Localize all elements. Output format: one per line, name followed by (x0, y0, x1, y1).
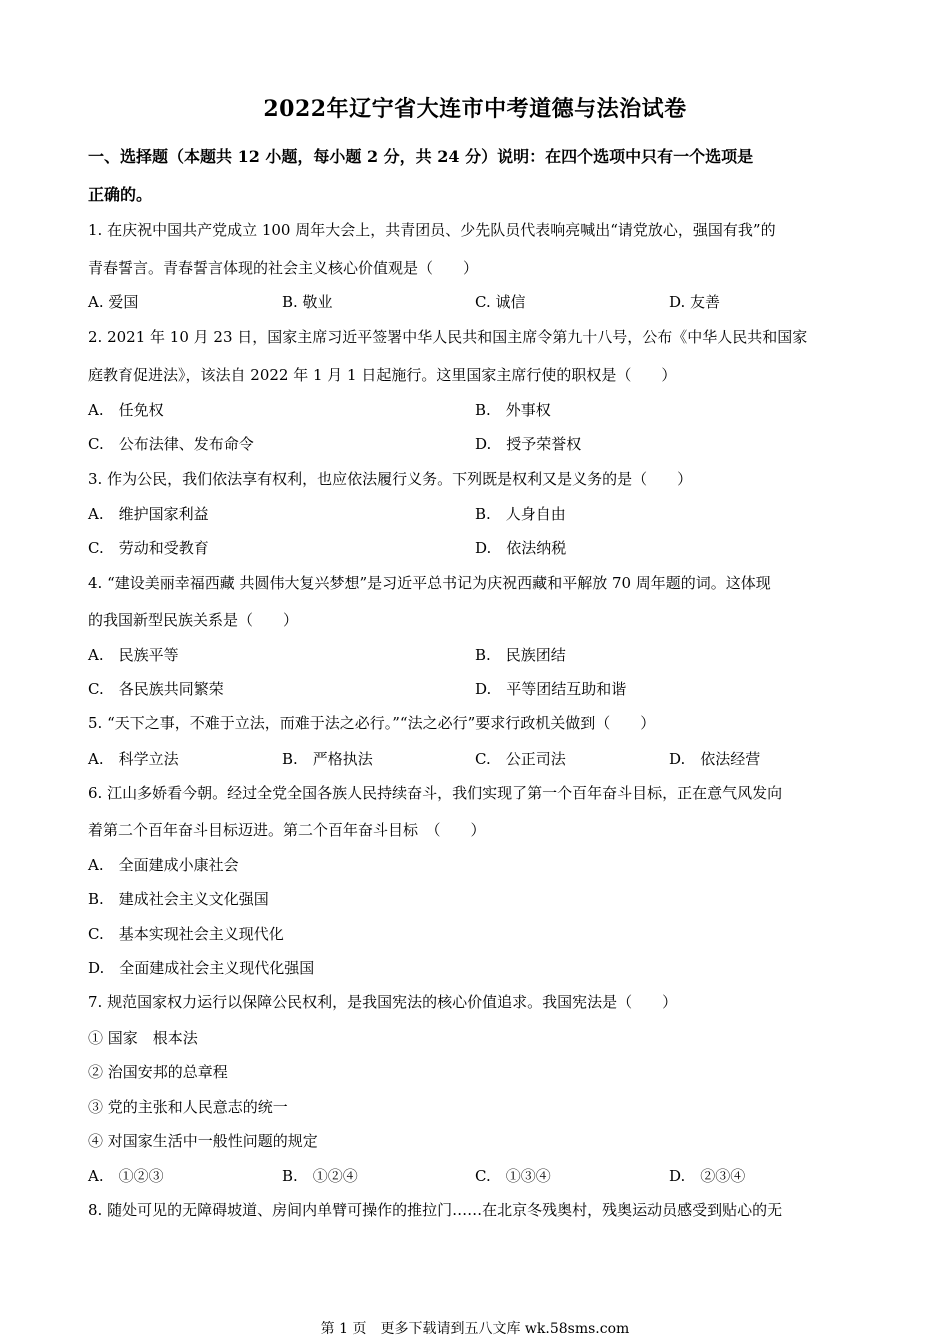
question-3-option-b: B. 人身自由 (475, 505, 566, 523)
question-4-option-d: D. 平等团结互助和谐 (475, 680, 627, 698)
question-4-option-c: C. 各民族共同繁荣 (88, 680, 224, 698)
question-7-option-d: D. ②③④ (669, 1167, 746, 1185)
question-5-option-c: C. 公正司法 (475, 750, 566, 768)
question-7-item-3: ③ 党的主张和人民意志的统一 (88, 1098, 288, 1116)
question-4-line2: 的我国新型民族关系是（ ） (88, 611, 299, 629)
question-4-option-b: B. 民族团结 (475, 646, 566, 664)
question-4-line1: 4. “建设美丽幸福西藏 共圆伟大复兴梦想”是习近平总书记为庆祝西藏和平解放 70 周年题的词。这体现 (88, 574, 771, 592)
question-2-option-a: A. 任免权 (88, 401, 164, 419)
question-1-option-c: C. 诚信 (475, 293, 526, 311)
question-2-option-b: B. 外事权 (475, 401, 551, 419)
question-5-option-d: D. 依法经营 (669, 750, 761, 768)
question-5-line1: 5. “天下之事，不难于立法，而难于法之必行。”“法之必行”要求行政机关做到（ ） (88, 714, 656, 732)
question-3-option-c: C. 劳动和受教育 (88, 539, 209, 557)
question-1-option-a: A. 爱国 (88, 293, 139, 311)
question-7-item-1: ① 国家 根本法 (88, 1029, 198, 1047)
question-7-option-c: C. ①③④ (475, 1167, 551, 1185)
question-1-line1: 1. 在庆祝中国共产党成立 100 周年大会上，共青团员、少先队员代表响亮喊出“请党放心，强国有我”的 (88, 221, 776, 239)
question-3-option-d: D. 依法纳税 (475, 539, 567, 557)
question-4-option-a: A. 民族平等 (88, 646, 179, 664)
question-3-line1: 3. 作为公民，我们依法享有权利，也应依法履行义务。下列既是权利又是义务的是（ ） (88, 470, 693, 488)
question-7-item-2: ② 治国安邦的总章程 (88, 1063, 228, 1081)
question-6-option-d: D. 全面建成社会主义现代化强国 (88, 959, 315, 977)
page-title: 2022年辽宁省大连市中考道德与法治试卷 (263, 96, 687, 122)
question-6-option-c: C. 基本实现社会主义现代化 (88, 925, 284, 943)
question-8-line1: 8. 随处可见的无障碍坡道、房间内单臂可操作的推拉门……在北京冬残奥村，残奥运动员感受到贴心的无 (88, 1201, 783, 1219)
question-1-option-d: D. 友善 (669, 293, 721, 311)
question-7-line1: 7. 规范国家权力运行以保障公民权利，是我国宪法的核心价值追求。我国宪法是（ ） (88, 993, 678, 1011)
question-7-option-b: B. ①②④ (282, 1167, 358, 1185)
question-2-line1: 2. 2021 年 10 月 23 日，国家主席习近平签署中华人民共和国主席令第九十八号，公布《中华人民共和国家 (88, 328, 808, 346)
question-2-option-d: D. 授予荣誉权 (475, 435, 582, 453)
question-2-line2: 庭教育促进法》，该法自 2022 年 1 月 1 日起施行。这里国家主席行使的职权是（ ） (88, 366, 677, 384)
question-6-option-a: A. 全面建成小康社会 (88, 856, 239, 874)
question-7-option-a: A. ①②③ (88, 1167, 164, 1185)
question-1-line2: 青春誓言。青春誓言体现的社会主义核心价值观是（ ） (88, 259, 479, 277)
section-heading-line1: 一、选择题（本题共 12 小题，每小题 2 分，共 24 分）说明：在四个选项中只有一个选项是 (88, 147, 754, 166)
section-heading-line2: 正确的。 (88, 185, 153, 204)
question-7-item-4: ④ 对国家生活中一般性问题的规定 (88, 1132, 318, 1150)
question-1-option-b: B. 敬业 (282, 293, 333, 311)
question-5-option-a: A. 科学立法 (88, 750, 179, 768)
question-5-option-b: B. 严格执法 (282, 750, 373, 768)
question-6-line2: 着第二个百年奋斗目标迈进。第二个百年奋斗目标 （ ） (88, 821, 486, 839)
question-3-option-a: A. 维护国家利益 (88, 505, 209, 523)
page-footer: 第 1 页 更多下载请到五八文库 wk.58sms.com (320, 1321, 630, 1337)
question-2-option-c: C. 公布法律、发布命令 (88, 435, 254, 453)
question-6-line1: 6. 江山多娇看今朝。经过全党全国各族人民持续奋斗，我们实现了第一个百年奋斗目标，正在意气风发向 (88, 784, 783, 802)
question-6-option-b: B. 建成社会主义文化强国 (88, 890, 269, 908)
